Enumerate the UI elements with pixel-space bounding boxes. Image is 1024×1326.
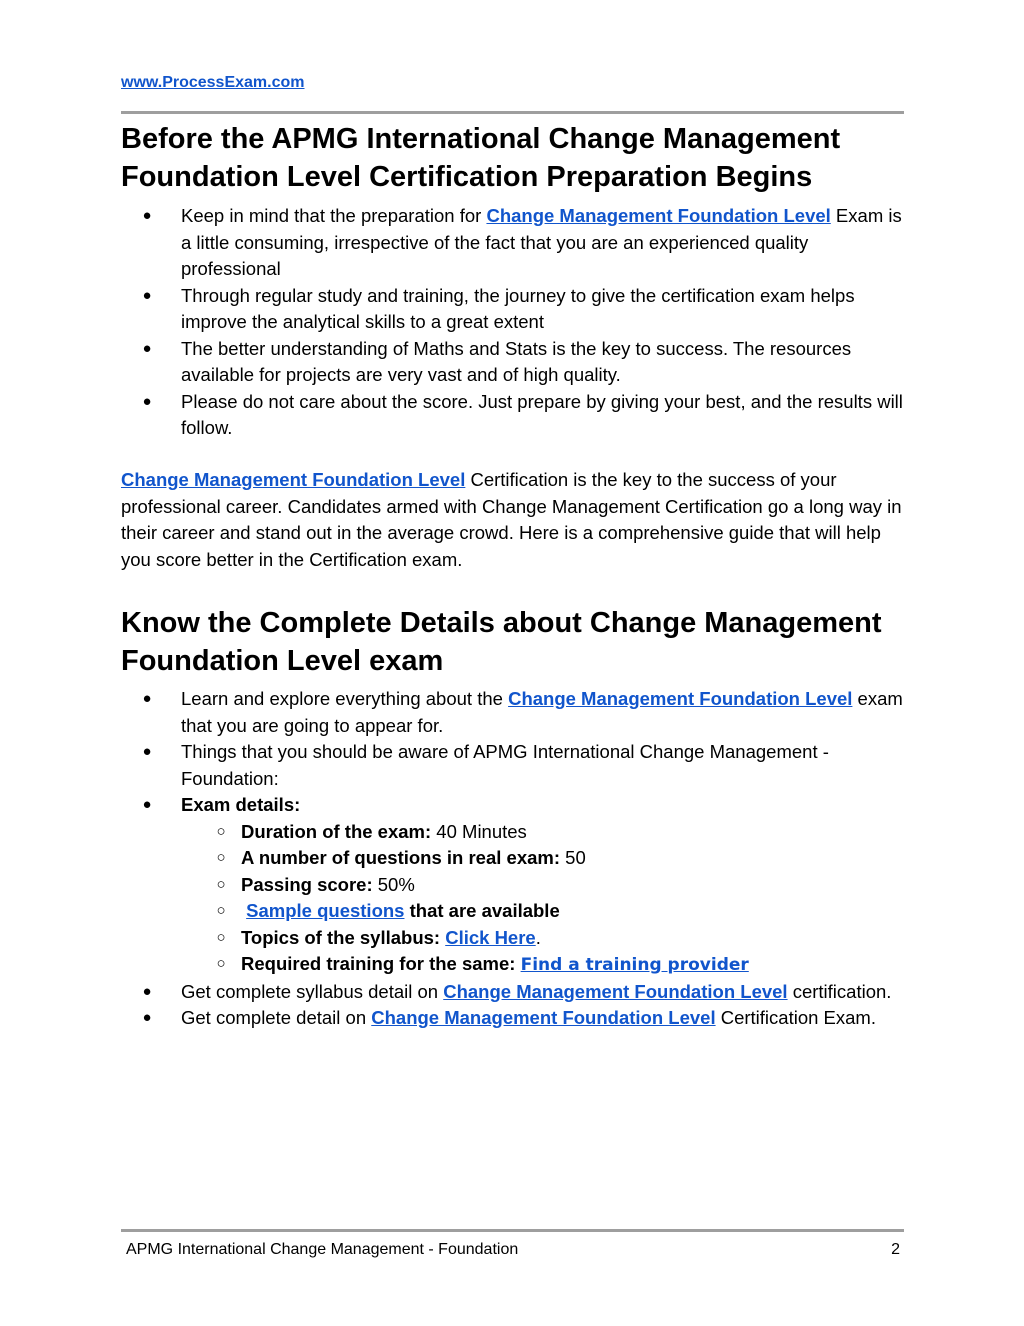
bullet-text: Certification Exam. [715,1007,876,1028]
header-rule [121,111,904,114]
section1-heading: Before the APMG International Change Management Foundation Level Certification Preparation Begins [121,123,841,193]
bullet-icon: ● [142,392,152,410]
bullet-text: exam that you are going to appear for. [181,688,903,736]
duration-value: 40 Minutes [431,820,527,842]
page-number: 2 [891,1241,900,1258]
bullet-text: The better understanding of Maths and Stats is the key to success. The resources available for projects are very vast and of high quality. [181,337,852,385]
preparation-list [137,203,904,442]
sample-questions-link[interactable]: Sample questions [246,900,405,921]
duration-label: Duration of the exam: [241,820,432,842]
topics-period: . [535,926,541,948]
bullet-text: Get complete syllabus detail on [181,980,444,1002]
questions-value: 50 [560,847,586,868]
bullet-icon: ● [142,339,152,357]
site-link[interactable]: www.ProcessExam.com [121,74,305,91]
list-item [137,203,904,283]
exam-details-sublist [181,819,904,979]
exam-details-list [137,686,904,1032]
footer-title: APMG International Change Management - Foundation [126,1241,519,1258]
sublist-item [181,925,904,952]
bullet-icon: ● [142,286,152,304]
bullet-icon: ● [142,690,152,707]
change-management-link[interactable]: Change Management Foundation Level [508,688,853,709]
list-item [137,979,904,1006]
list-item [137,336,904,389]
change-management-link[interactable]: Change Management Foundation Level [486,205,831,226]
footer-rule [121,1229,904,1232]
list-item [137,283,904,336]
training-label: Required training for the same: [241,953,516,974]
circle-bullet-icon: ○ [216,902,226,919]
change-management-link[interactable]: Change Management Foundation Level [371,1007,716,1028]
training-provider-link[interactable]: Find a training provider [520,955,749,975]
sublist-item [181,898,904,925]
bullet-text: Learn and explore everything about the [181,688,509,709]
circle-bullet-icon: ○ [216,928,226,946]
bullet-icon: ● [142,982,152,1000]
questions-label: A number of questions in real exam: [241,847,561,868]
passing-score-label: Passing score: [241,873,373,895]
circle-bullet-icon: ○ [216,955,226,972]
bullet-text: Things that you should be aware of APMG International Change Management - Foundation: [181,741,829,789]
sublist-item [181,845,904,872]
bullet-text: Keep in mind that the preparation for [181,205,487,226]
click-here-link[interactable]: Click Here [445,926,536,948]
bullet-text: Through regular study and training, the journey to give the certification exam helps improve the analytical skills to a great extent [181,284,855,332]
change-management-link[interactable]: Change Management Foundation Level [121,469,466,490]
bullet-text: certification. [787,980,892,1002]
circle-bullet-icon: ○ [216,875,226,893]
section2-heading: Know the Complete Details about Change Management Foundation Level exam [121,607,882,677]
exam-details-label: Exam details: [181,794,301,815]
bullet-icon: ● [142,207,152,224]
sample-questions-text: that are available [404,900,560,921]
sublist-item [181,951,904,979]
bullet-text: Please do not care about the score. Just prepare by giving your best, and the results will follow. [181,390,903,438]
bullet-icon: ● [142,743,152,760]
sublist-item [181,872,904,899]
bullet-icon: ● [142,1009,152,1026]
paragraph-text: Certification is the key to the success of your professional career. Candidates armed with Change Management Certification go a long way in their career and stand out in the average crowd. Here is a comprehensive guide that will help you score better in the Certification exam. [121,469,902,570]
topics-label: Topics of the syllabus: [241,926,441,948]
list-item [137,389,904,442]
list-item [137,792,904,979]
intro-paragraph [121,467,906,573]
circle-bullet-icon: ○ [216,849,226,866]
bullet-text: Get complete detail on [181,1007,372,1028]
circle-bullet-icon: ○ [216,822,226,840]
sublist-item [181,819,904,846]
change-management-link[interactable]: Change Management Foundation Level [443,980,788,1002]
list-item [137,739,904,792]
list-item [137,1005,904,1032]
bullet-text: Exam is a little consuming, irrespective of the fact that you are an experienced quality professional [181,205,902,279]
passing-score-value: 50% [372,873,415,895]
list-item [137,686,904,739]
bullet-icon: ● [142,796,152,813]
